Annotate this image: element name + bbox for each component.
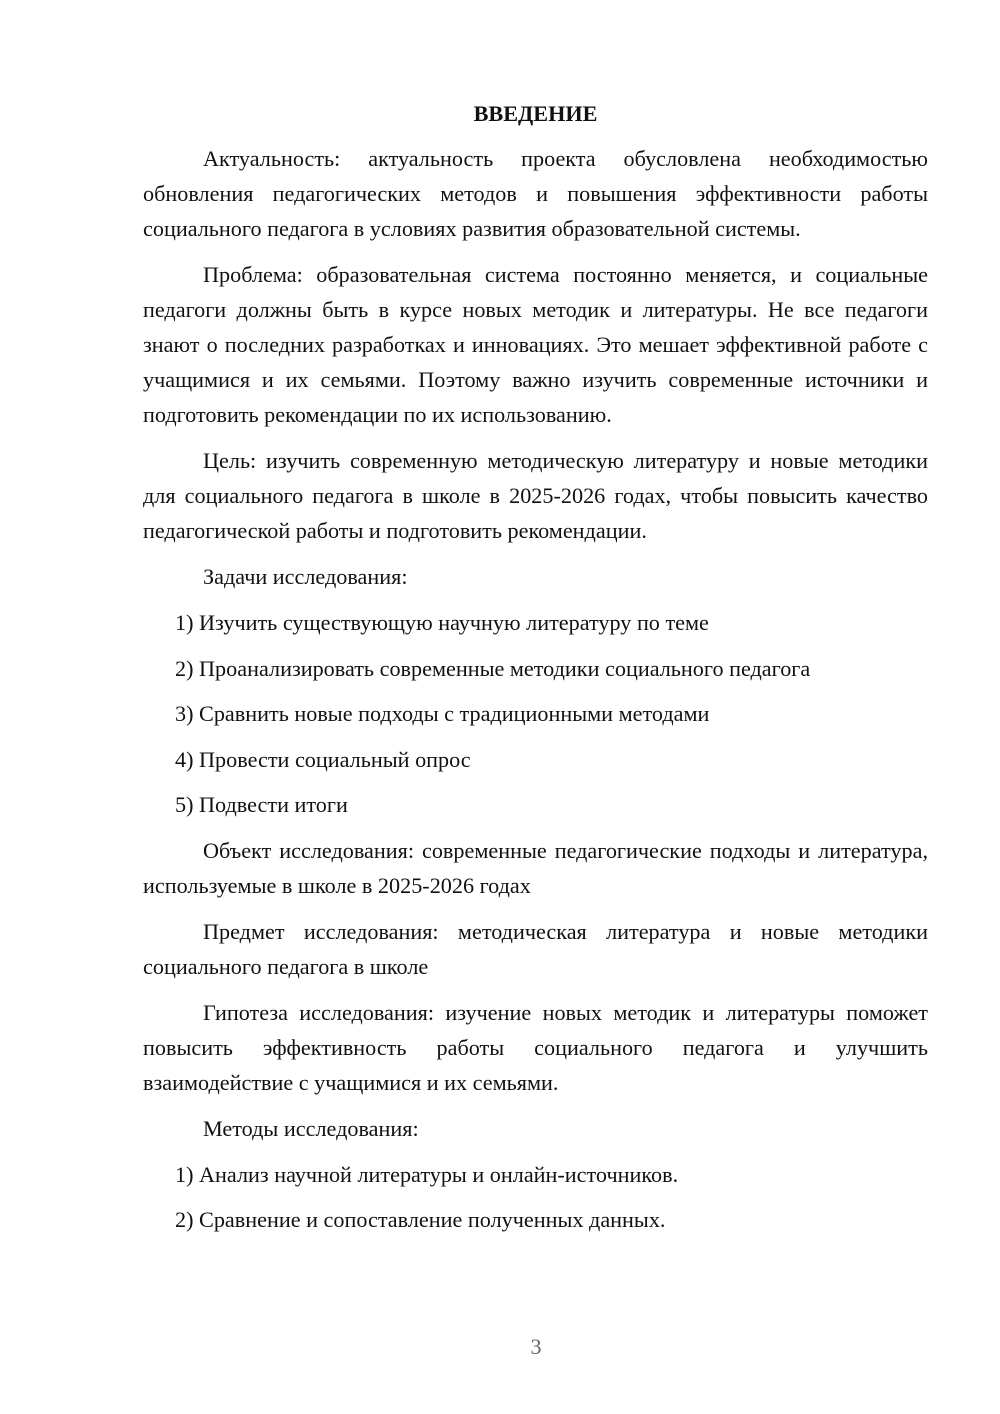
goal-paragraph: Цель: изучить современную методическую литературу и новые методики для социального педагога в школе в 2025-2026 годах, чтобы повысить качество педагогической работы и подготовить рекомендации. [143, 448, 928, 543]
tasks-label: Задачи исследования: [203, 564, 408, 589]
page-number: 3 [530, 1334, 542, 1359]
task-item: 3) Сравнить новые подходы с традиционными методами [175, 701, 710, 726]
method-item: 1) Анализ научной литературы и онлайн-источников. [175, 1161, 679, 1187]
task-item: 4) Провести социальный опрос [175, 746, 471, 772]
object-paragraph: Объект исследования: современные педагогические подходы и литература, используемые в школе в 2025-2026 годах [143, 837, 928, 898]
problem-paragraph: Проблема: образовательная система постоянно меняется, и социальные педагоги должны быть в курсе новых методик и литературы. Не все педагоги знают о последних разработках и инновациях. Это мешает эффективной работе с учащимися и их семьями. Поэтому важно изучить современные источники и подготовить рекомендации по их использованию. [143, 262, 928, 427]
hypothesis-paragraph: Гипотеза исследования: изучение новых методик и литературы поможет повысить эффективность работы социального педагога и улучшить взаимодействие с учащимися и их семьями. [143, 999, 928, 1095]
task-item: 1) Изучить существующую научную литературу по теме [175, 610, 709, 635]
task-item: 2) Проанализировать современные методики социального педагога [175, 655, 811, 681]
relevance-paragraph: Актуальность: актуальность проекта обусловлена необходимостью обновления педагогических методов и повышения эффективности работы социального педагога в условиях развития образовательной системы. [143, 146, 928, 241]
methods-label: Методы исследования: [203, 1115, 419, 1141]
document-page [143, 96, 928, 1248]
task-item: 5) Подвести итоги [175, 792, 348, 817]
section-title: ВВЕДЕНИЕ [473, 101, 598, 126]
method-item: 2) Сравнение и сопоставление полученных данных. [175, 1207, 666, 1232]
subject-paragraph: Предмет исследования: методическая литература и новые методики социального педагога в школе [143, 918, 928, 979]
